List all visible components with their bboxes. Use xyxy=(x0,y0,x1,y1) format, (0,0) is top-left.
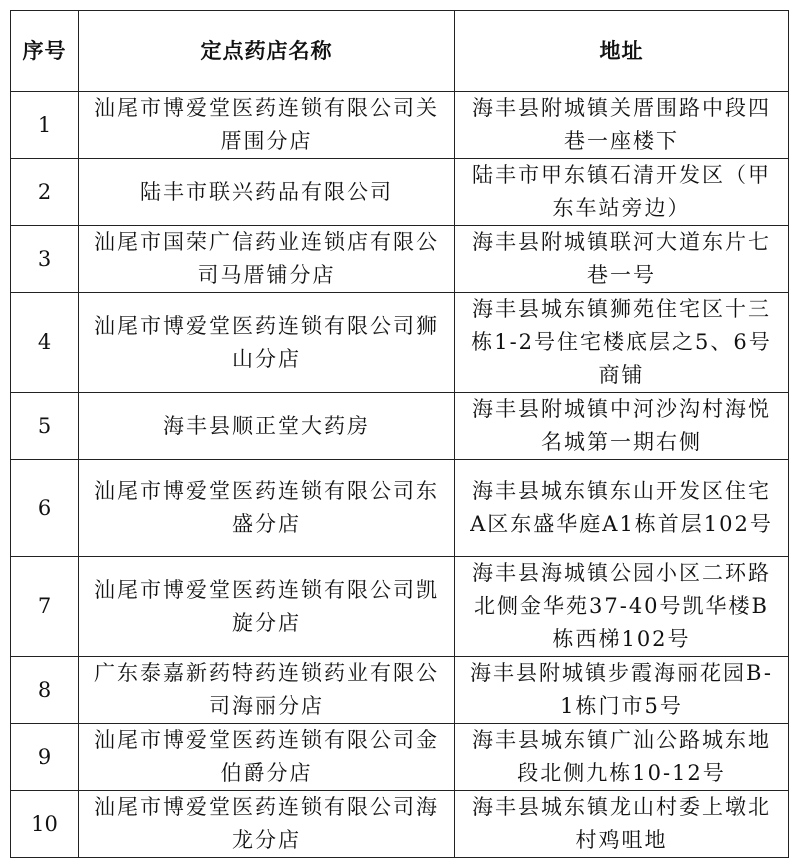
table-row xyxy=(11,657,789,724)
cell-address: 海丰县附城镇联河大道东片七巷一号 xyxy=(455,226,789,293)
cell-address: 海丰县附城镇中河沙沟村海悦名城第一期右侧 xyxy=(455,393,789,460)
cell-address: 海丰县附城镇关厝围路中段四巷一座楼下 xyxy=(455,92,789,159)
table-row xyxy=(11,791,789,858)
cell-pharmacy-name: 汕尾市博爱堂医药连锁有限公司东盛分店 xyxy=(79,460,455,557)
cell-pharmacy-name: 汕尾市博爱堂医药连锁有限公司金伯爵分店 xyxy=(79,724,455,791)
table-row xyxy=(11,92,789,159)
cell-serial-number: 8 xyxy=(11,657,79,724)
cell-pharmacy-name: 陆丰市联兴药品有限公司 xyxy=(79,159,455,226)
cell-address: 海丰县城东镇广汕公路城东地段北侧九栋10-12号 xyxy=(455,724,789,791)
cell-pharmacy-name: 汕尾市国荣广信药业连锁店有限公司马厝铺分店 xyxy=(79,226,455,293)
cell-address: 海丰县城东镇龙山村委上墩北村鸡咀地 xyxy=(455,791,789,858)
table-header-row xyxy=(11,11,789,92)
header-serial-number: 序号 xyxy=(11,11,79,92)
cell-serial-number: 2 xyxy=(11,159,79,226)
cell-pharmacy-name: 汕尾市博爱堂医药连锁有限公司关厝围分店 xyxy=(79,92,455,159)
cell-address: 海丰县城东镇东山开发区住宅A区东盛华庭A1栋首层102号 xyxy=(455,460,789,557)
designated-pharmacy-table xyxy=(10,10,789,858)
cell-serial-number: 1 xyxy=(11,92,79,159)
cell-pharmacy-name: 汕尾市博爱堂医药连锁有限公司狮山分店 xyxy=(79,293,455,393)
table-row xyxy=(11,159,789,226)
cell-pharmacy-name: 汕尾市博爱堂医药连锁有限公司凯旋分店 xyxy=(79,557,455,657)
table-row xyxy=(11,460,789,557)
table-row xyxy=(11,293,789,393)
cell-address: 陆丰市甲东镇石清开发区（甲东车站旁边） xyxy=(455,159,789,226)
table-row xyxy=(11,724,789,791)
cell-serial-number: 4 xyxy=(11,293,79,393)
table-row xyxy=(11,557,789,657)
cell-pharmacy-name: 广东泰嘉新药特药连锁药业有限公司海丽分店 xyxy=(79,657,455,724)
cell-serial-number: 7 xyxy=(11,557,79,657)
table-row xyxy=(11,393,789,460)
header-address: 地址 xyxy=(455,11,789,92)
cell-serial-number: 6 xyxy=(11,460,79,557)
cell-serial-number: 9 xyxy=(11,724,79,791)
cell-serial-number: 10 xyxy=(11,791,79,858)
cell-address: 海丰县海城镇公园小区二环路北侧金华苑37-40号凯华楼B栋西梯102号 xyxy=(455,557,789,657)
header-pharmacy-name: 定点药店名称 xyxy=(79,11,455,92)
cell-pharmacy-name: 汕尾市博爱堂医药连锁有限公司海龙分店 xyxy=(79,791,455,858)
cell-pharmacy-name: 海丰县顺正堂大药房 xyxy=(79,393,455,460)
cell-address: 海丰县城东镇狮苑住宅区十三栋1-2号住宅楼底层之5、6号商铺 xyxy=(455,293,789,393)
cell-serial-number: 5 xyxy=(11,393,79,460)
table-row xyxy=(11,226,789,293)
pharmacy-table-container xyxy=(10,10,788,858)
cell-serial-number: 3 xyxy=(11,226,79,293)
cell-address: 海丰县附城镇步霞海丽花园B-1栋门市5号 xyxy=(455,657,789,724)
